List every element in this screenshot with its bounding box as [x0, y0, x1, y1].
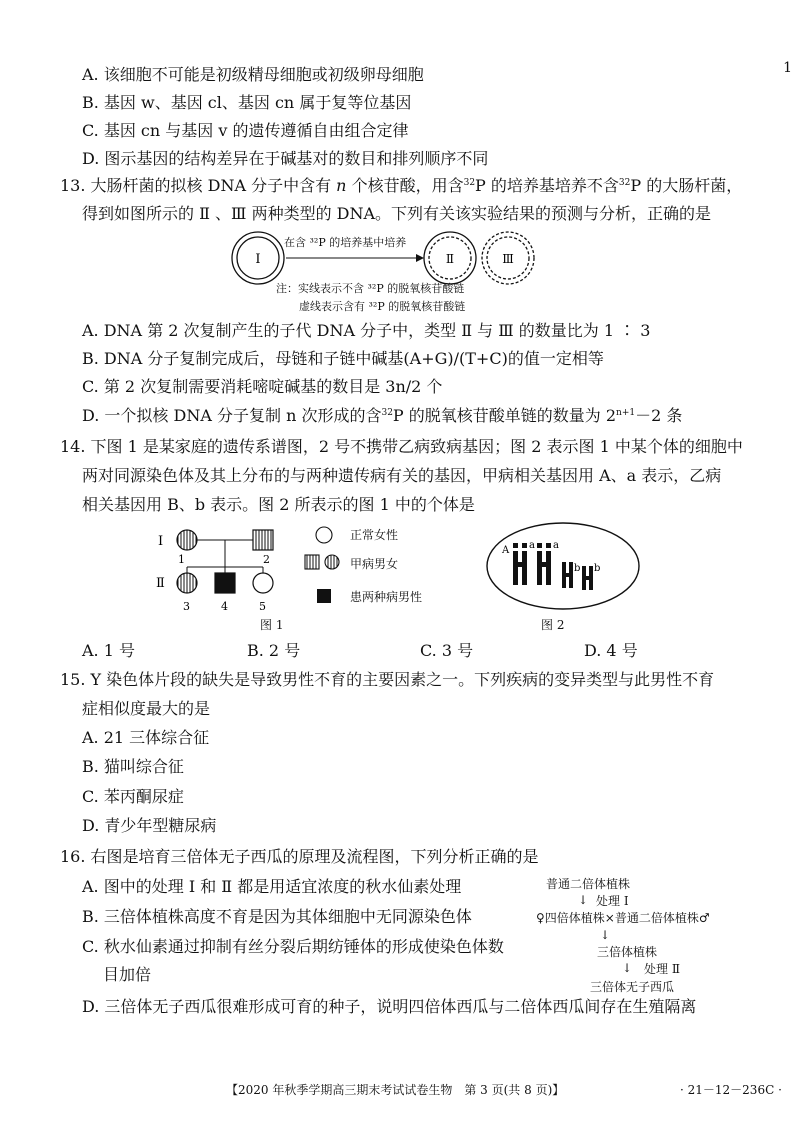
q13-option-a: A. DNA 第 2 次复制产生的子代 DNA 分子中，类型 Ⅱ 与 Ⅲ 的数量比为 1 ∶ 3 — [82, 321, 651, 340]
q14-option-c: C. 3 号 — [420, 641, 474, 660]
q14-stem-line3: 相关基因用 B、b 表示。图 2 所表示的图 1 中的个体是 — [82, 495, 475, 514]
q16-stem: 16. 右图是培育三倍体无子西瓜的原理及流程图，下列分析正确的是 — [60, 847, 539, 866]
gene-b-lower-1: b — [574, 563, 581, 574]
q14-stem-line1: 14. 下图 1 是某家庭的遗传系谱图，2 号不携带乙病致病基因；图 2 表示图 1 中某个体的细胞中 — [60, 437, 743, 456]
legend-both-disease-male: 患两种病男性 — [350, 590, 423, 604]
svg-text:1: 1 — [178, 553, 185, 566]
q14-option-a: A. 1 号 — [82, 641, 135, 660]
q12-option-c: C. 基因 cn 与基因 v 的遗传遵循自由组合定律 — [82, 121, 409, 140]
q16-option-b: B. 三倍体植株高度不育是因为其体细胞中无同源染色体 — [82, 907, 472, 926]
flow-arrow-1: ↓ — [578, 893, 589, 907]
q12-option-a: A. 该细胞不可能是初级精母细胞或初级卵母细胞 — [82, 65, 424, 84]
figure-2-label: 图 2 — [541, 618, 565, 632]
flow-treatment-2: 处理 Ⅱ — [644, 962, 680, 976]
q14-option-b: B. 2 号 — [247, 641, 301, 660]
q13-option-b: B. DNA 分子复制完成后，母链和子链中碱基(A+G)/(T+C)的值一定相等 — [82, 349, 604, 368]
dna-type-ii-label: Ⅱ — [445, 252, 455, 266]
figure-1-label: 图 1 — [260, 618, 284, 632]
q16-option-d: D. 三倍体无子西瓜很难形成可育的种子，说明四倍体西瓜与二倍体西瓜间存在生殖隔离 — [82, 997, 697, 1016]
svg-text:3: 3 — [183, 600, 190, 613]
q14-stem-line2: 两对同源染色体及其上分布的与两种遗传病有关的基因，甲病相关基因用 A、a 表示，乙病 — [82, 466, 722, 485]
q13-option-d: D. 一个拟核 DNA 分子复制 n 次形成的含$^{32}$P 的脱氧核苷酸单链的数量为 $2^{n+1}-2$ 条 — [82, 406, 683, 425]
dna-type-iii-label: Ⅲ — [502, 252, 514, 266]
q12-option-d: D. 图示基因的结构差异在于碱基对的数目和排列顺序不同 — [82, 149, 489, 168]
q16-option-a: A. 图中的处理 Ⅰ 和 Ⅱ 都是用适宜浓度的秋水仙素处理 — [82, 877, 462, 896]
chromosome-figure-2 — [483, 518, 643, 614]
q13-stem-line2: 得到如图所示的 Ⅱ 、Ⅲ 两种类型的 DNA。下列有关该实验结果的预测与分析，正确的是 — [82, 204, 712, 223]
fig-note-solid: 注：实线表示不含 ³²P 的脱氧核苷酸链 — [276, 282, 465, 295]
q16-option-c-line1: C. 秋水仙素通过抑制有丝分裂后期纺锤体的形成使染色体数 — [82, 937, 504, 956]
q15-stem-line1: 15. Y 染色体片段的缺失是导致男性不育的主要因素之一。下列疾病的变异类型与此男性不育 — [60, 670, 715, 689]
gene-a-lower-1: a — [529, 540, 535, 551]
flow-triploid-plant: 三倍体植株 — [597, 945, 658, 959]
q15-option-b: B. 猫叫综合征 — [82, 757, 184, 776]
q13-option-c: C. 第 2 次复制需要消耗嘧啶碱基的数目是 3n/2 个 — [82, 377, 443, 396]
q15-option-d: D. 青少年型糖尿病 — [82, 816, 217, 835]
gene-a-upper: A — [502, 545, 510, 556]
q14-option-d: D. 4 号 — [584, 641, 638, 660]
page-number: 1 — [783, 60, 792, 76]
svg-text:4: 4 — [221, 600, 228, 613]
svg-text:5: 5 — [259, 600, 266, 613]
legend-jia-disease: 甲病男女 — [350, 557, 399, 571]
q13-stem-line1: 13. 大肠杆菌的拟核 DNA 分子中含有 n 个核苷酸，用含$^{32}$P 的培养基培养不含$^{32}$P 的大肠杆菌， — [60, 176, 743, 195]
flow-arrow-3: ↓ — [622, 961, 633, 975]
q16-option-c-line2: 目加倍 — [103, 965, 152, 984]
dna-type-i-label: Ⅰ — [255, 252, 261, 267]
flow-arrow-2: ↓ — [600, 928, 611, 942]
q12-option-b: B. 基因 w、基因 cl、基因 cn 属于复等位基因 — [82, 93, 412, 112]
flow-treatment-1: 处理 Ⅰ — [596, 894, 629, 908]
fig-note-dashed: 虚线表示含有 ³²P 的脱氧核苷酸链 — [299, 300, 466, 313]
footer-code: · 21－12－236C · — [680, 1083, 782, 1097]
q15-stem-line2: 症相似度最大的是 — [82, 699, 211, 718]
legend-normal-female: 正常女性 — [350, 528, 399, 542]
q15-option-c: C. 苯丙酮尿症 — [82, 787, 184, 806]
flow-seedless-watermelon: 三倍体无子西瓜 — [590, 980, 675, 994]
fig-arrow-label: 在含 ³²P 的培养基中培养 — [284, 236, 407, 249]
footer-exam-info: 【2020 年秋季学期高三期末考试试卷生物 第 3 页(共 8 页)】 — [226, 1083, 565, 1097]
pedigree-figure-1 — [150, 520, 450, 640]
q15-option-a: A. 21 三体综合征 — [82, 728, 210, 747]
gene-b-lower-2: b — [594, 563, 601, 574]
flow-cross: ♀四倍体植株×普通二倍体植株♂ — [536, 911, 710, 925]
svg-text:2: 2 — [263, 553, 270, 566]
generation-ii-label: Ⅱ — [156, 576, 165, 591]
flow-diploid-plant: 普通二倍体植株 — [546, 877, 631, 891]
generation-i-label: Ⅰ — [158, 534, 164, 549]
gene-a-lower-2: a — [553, 540, 559, 551]
